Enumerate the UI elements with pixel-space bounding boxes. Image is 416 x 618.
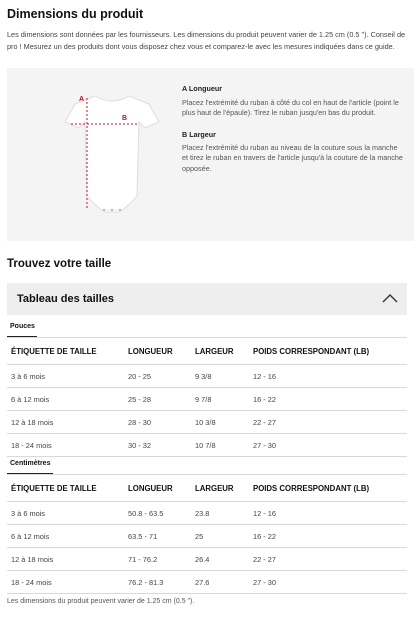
- header-length: LONGUEUR: [124, 475, 191, 502]
- legend-length-text: Placez l'extrémité du ruban à côté du col en haut de l'article (point le plus haut de l'épaule). Tirez le ruban jusqu'en bas du produit.: [182, 98, 399, 118]
- header-size-label: ÉTIQUETTE DE TAILLE: [7, 338, 124, 365]
- cell-length: 25 - 28: [124, 388, 191, 411]
- cell-width: 25: [191, 525, 249, 548]
- accordion-title: Tableau des tailles: [17, 293, 115, 305]
- page-title: Dimensions du produit: [7, 7, 144, 21]
- tab-centimeters[interactable]: Centimètres: [10, 460, 51, 467]
- cell-size: 18 - 24 mois: [7, 434, 124, 457]
- cell-weight: 22 - 27: [249, 548, 407, 571]
- cell-size: 18 - 24 mois: [7, 571, 124, 594]
- table-header-row: [7, 475, 407, 502]
- cell-length: 71 - 76.2: [124, 548, 191, 571]
- onesie-outline: [65, 96, 159, 212]
- cell-width: 10 7/8: [191, 434, 249, 457]
- cell-weight: 27 - 30: [249, 571, 407, 594]
- cell-length: 30 - 32: [124, 434, 191, 457]
- table-row: [7, 411, 407, 434]
- header-length: LONGUEUR: [124, 338, 191, 365]
- table-row: [7, 571, 407, 594]
- footnote: Les dimensions du produit peuvent varier de 1.25 cm (0.5 ").: [7, 598, 195, 605]
- cell-width: 27.6: [191, 571, 249, 594]
- cell-size: 3 à 6 mois: [7, 365, 124, 388]
- table-header-row: [7, 338, 407, 365]
- legend-length-title: A Longueur: [182, 84, 223, 93]
- cell-length: 76.2 - 81.3: [124, 571, 191, 594]
- header-width: LARGEUR: [191, 475, 249, 502]
- cell-length: 50.8 - 63.5: [124, 502, 191, 525]
- cell-size: 3 à 6 mois: [7, 502, 124, 525]
- header-width: LARGEUR: [191, 338, 249, 365]
- cell-width: 9 3/8: [191, 365, 249, 388]
- measurement-diagram-panel: [7, 68, 414, 241]
- cell-size: 12 à 18 mois: [7, 548, 124, 571]
- cell-width: 9 7/8: [191, 388, 249, 411]
- chevron-up-icon[interactable]: [381, 291, 399, 305]
- label-b: B: [122, 115, 128, 122]
- intro-text: Les dimensions sont données par les fournisseurs. Les dimensions du produit peuvent varier de 1.25 cm (0.5 "). Conseil de pro ! Mesurez un des produits dont vous disposez chez vous et comparez-le avec les mesures indiquées dans ce guide.: [7, 30, 406, 51]
- tab-inches[interactable]: Pouces: [10, 323, 35, 330]
- label-a: A: [79, 96, 85, 103]
- table-row: [7, 525, 407, 548]
- cell-length: 28 - 30: [124, 411, 191, 434]
- cell-length: 20 - 25: [124, 365, 191, 388]
- cell-weight: 16 - 22: [249, 388, 407, 411]
- cell-width: 23.8: [191, 502, 249, 525]
- cell-weight: 22 - 27: [249, 411, 407, 434]
- cell-length: 63.5 - 71: [124, 525, 191, 548]
- inches-size-table: [7, 337, 407, 457]
- table-row: [7, 388, 407, 411]
- cell-weight: 12 - 16: [249, 365, 407, 388]
- cell-size: 6 à 12 mois: [7, 388, 124, 411]
- table-row: [7, 548, 407, 571]
- table-row: [7, 502, 407, 525]
- cell-weight: 27 - 30: [249, 434, 407, 457]
- cell-width: 26.4: [191, 548, 249, 571]
- header-weight: POIDS CORRESPONDANT (LB): [249, 338, 407, 365]
- cell-weight: 16 - 22: [249, 525, 407, 548]
- header-weight: POIDS CORRESPONDANT (LB): [249, 475, 407, 502]
- size-chart-accordion[interactable]: [7, 283, 407, 315]
- cell-width: 10 3/8: [191, 411, 249, 434]
- onesie-diagram: [57, 88, 167, 218]
- centimeters-size-table: [7, 474, 407, 594]
- cell-size: 6 à 12 mois: [7, 525, 124, 548]
- legend-width-title: B Largeur: [182, 130, 216, 139]
- cell-weight: 12 - 16: [249, 502, 407, 525]
- find-size-heading: Trouvez votre taille: [7, 258, 112, 270]
- table-row: [7, 365, 407, 388]
- legend-width-text: Placez l'extrémité du ruban au niveau de la couture sous la manche et tirez le ruban en travers de l'article jusqu'à la couture de la manche opposée.: [182, 143, 403, 173]
- header-size-label: ÉTIQUETTE DE TAILLE: [7, 475, 124, 502]
- table-row: [7, 434, 407, 457]
- cell-size: 12 à 18 mois: [7, 411, 124, 434]
